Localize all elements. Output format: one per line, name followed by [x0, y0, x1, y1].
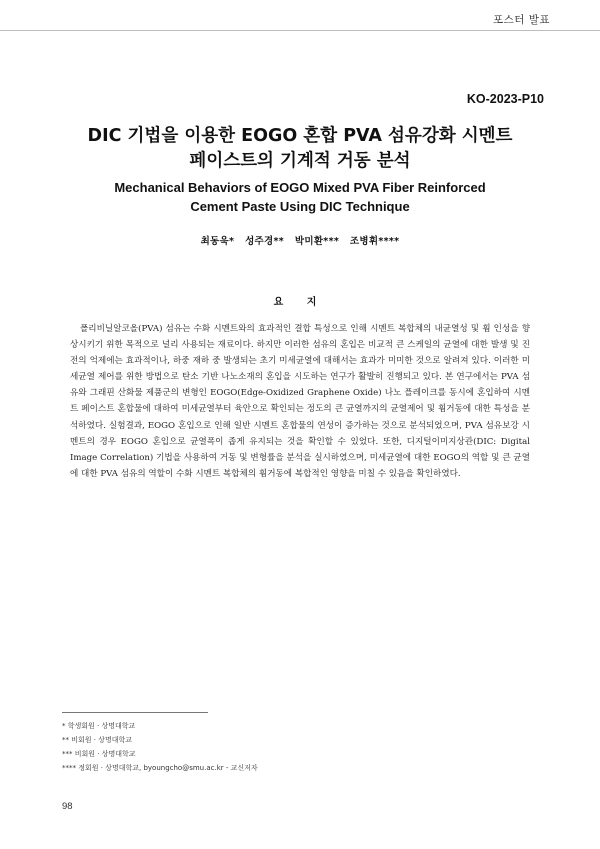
- footnotes: [62, 719, 542, 775]
- footnote-divider: [62, 712, 208, 713]
- abstract-heading: 요 지: [273, 297, 327, 308]
- author-list: 최동욱* 성주경** 박미환*** 조병휘****: [200, 236, 400, 247]
- footnote-1: * 학생회원 · 상명대학교: [62, 722, 136, 730]
- footnote-4: **** 정회원 · 상명대학교, byoungcho@smu.ac.kr - 교신저자: [62, 764, 258, 772]
- section-label: 포스터 발표: [492, 14, 550, 26]
- korean-title: [0, 124, 600, 174]
- korean-title-line-1: DIC 기법을 이용한 EOGO 혼합 PVA 섬유강화 시멘트: [87, 126, 513, 146]
- page-number: 98: [62, 801, 73, 812]
- english-title-line-2: Cement Paste Using DIC Technique: [190, 199, 410, 214]
- english-title: [0, 178, 600, 216]
- english-title-line-1: Mechanical Behaviors of EOGO Mixed PVA Fiber Reinforced: [114, 180, 486, 195]
- korean-title-line-2: 페이스트의 기계적 거동 분석: [189, 151, 411, 171]
- header-divider: [0, 30, 600, 31]
- footnote-2: ** 비회원 · 상명대학교: [62, 736, 132, 744]
- abstract-body: 폴리비닐알코올(PVA) 섬유는 수화 시멘트와의 효과적인 결합 특성으로 인해 시멘트 복합체의 내균열성 및 휨 인성을 향상시키기 위한 목적으로 널리 사용되는 재료이다. 하지만 이러한 섬유의 혼입은 비교적 큰 스케일의 균열에 대한 발생 및 진전의 억제에는 효과적이나, 하중 재하 중 발생되는 초기 미세균열에 대해서는 효과가 미미한 것으로 알려져 있다. 이러한 미세균열 제어를 위한 방법으로 탄소 기반 나노소재의 혼입을 시도하는 연구가 활발히 진행되고 있다. 본 연구에서는 PVA 섬유와 그래핀 산화물 제품군의 변형인 EOGO(Edge-Oxidized Graphene Oxide) 나노 플레이크를 동시에 혼입하여 시멘트 페이스트 혼합물에 대하여 미세균열부터 육안으로 확인되는 정도의 큰 균열까지의 균열제어 및 휨거동에 대한 특성을 분석하였다. 실험결과, EOGO 혼입으로 인해 일반 시멘트 혼합물의 연성이 증가하는 것으로 분석되었으며, PVA 섬유보강 시멘트의 경우 EOGO 혼입으로 균열폭이 좁게 유지되는 것을 확인할 수 있었다. 또한, 디지털이미지상관(DIC: Digital Image Correlation) 기법을 사용하여 거동 및 변형률을 분석을 실시하였으며, 미세균열에 대한 EOGO의 역할 및 큰 균열에 대한 PVA 섬유의 역할이 수화 시멘트 복합체의 휨거동에 복합적인 영향을 미칠 수 있음을 확인하였다.: [70, 324, 530, 479]
- footnote-3: *** 비회원 · 상명대학교: [62, 750, 136, 758]
- paper-code: KO-2023-P10: [466, 92, 544, 106]
